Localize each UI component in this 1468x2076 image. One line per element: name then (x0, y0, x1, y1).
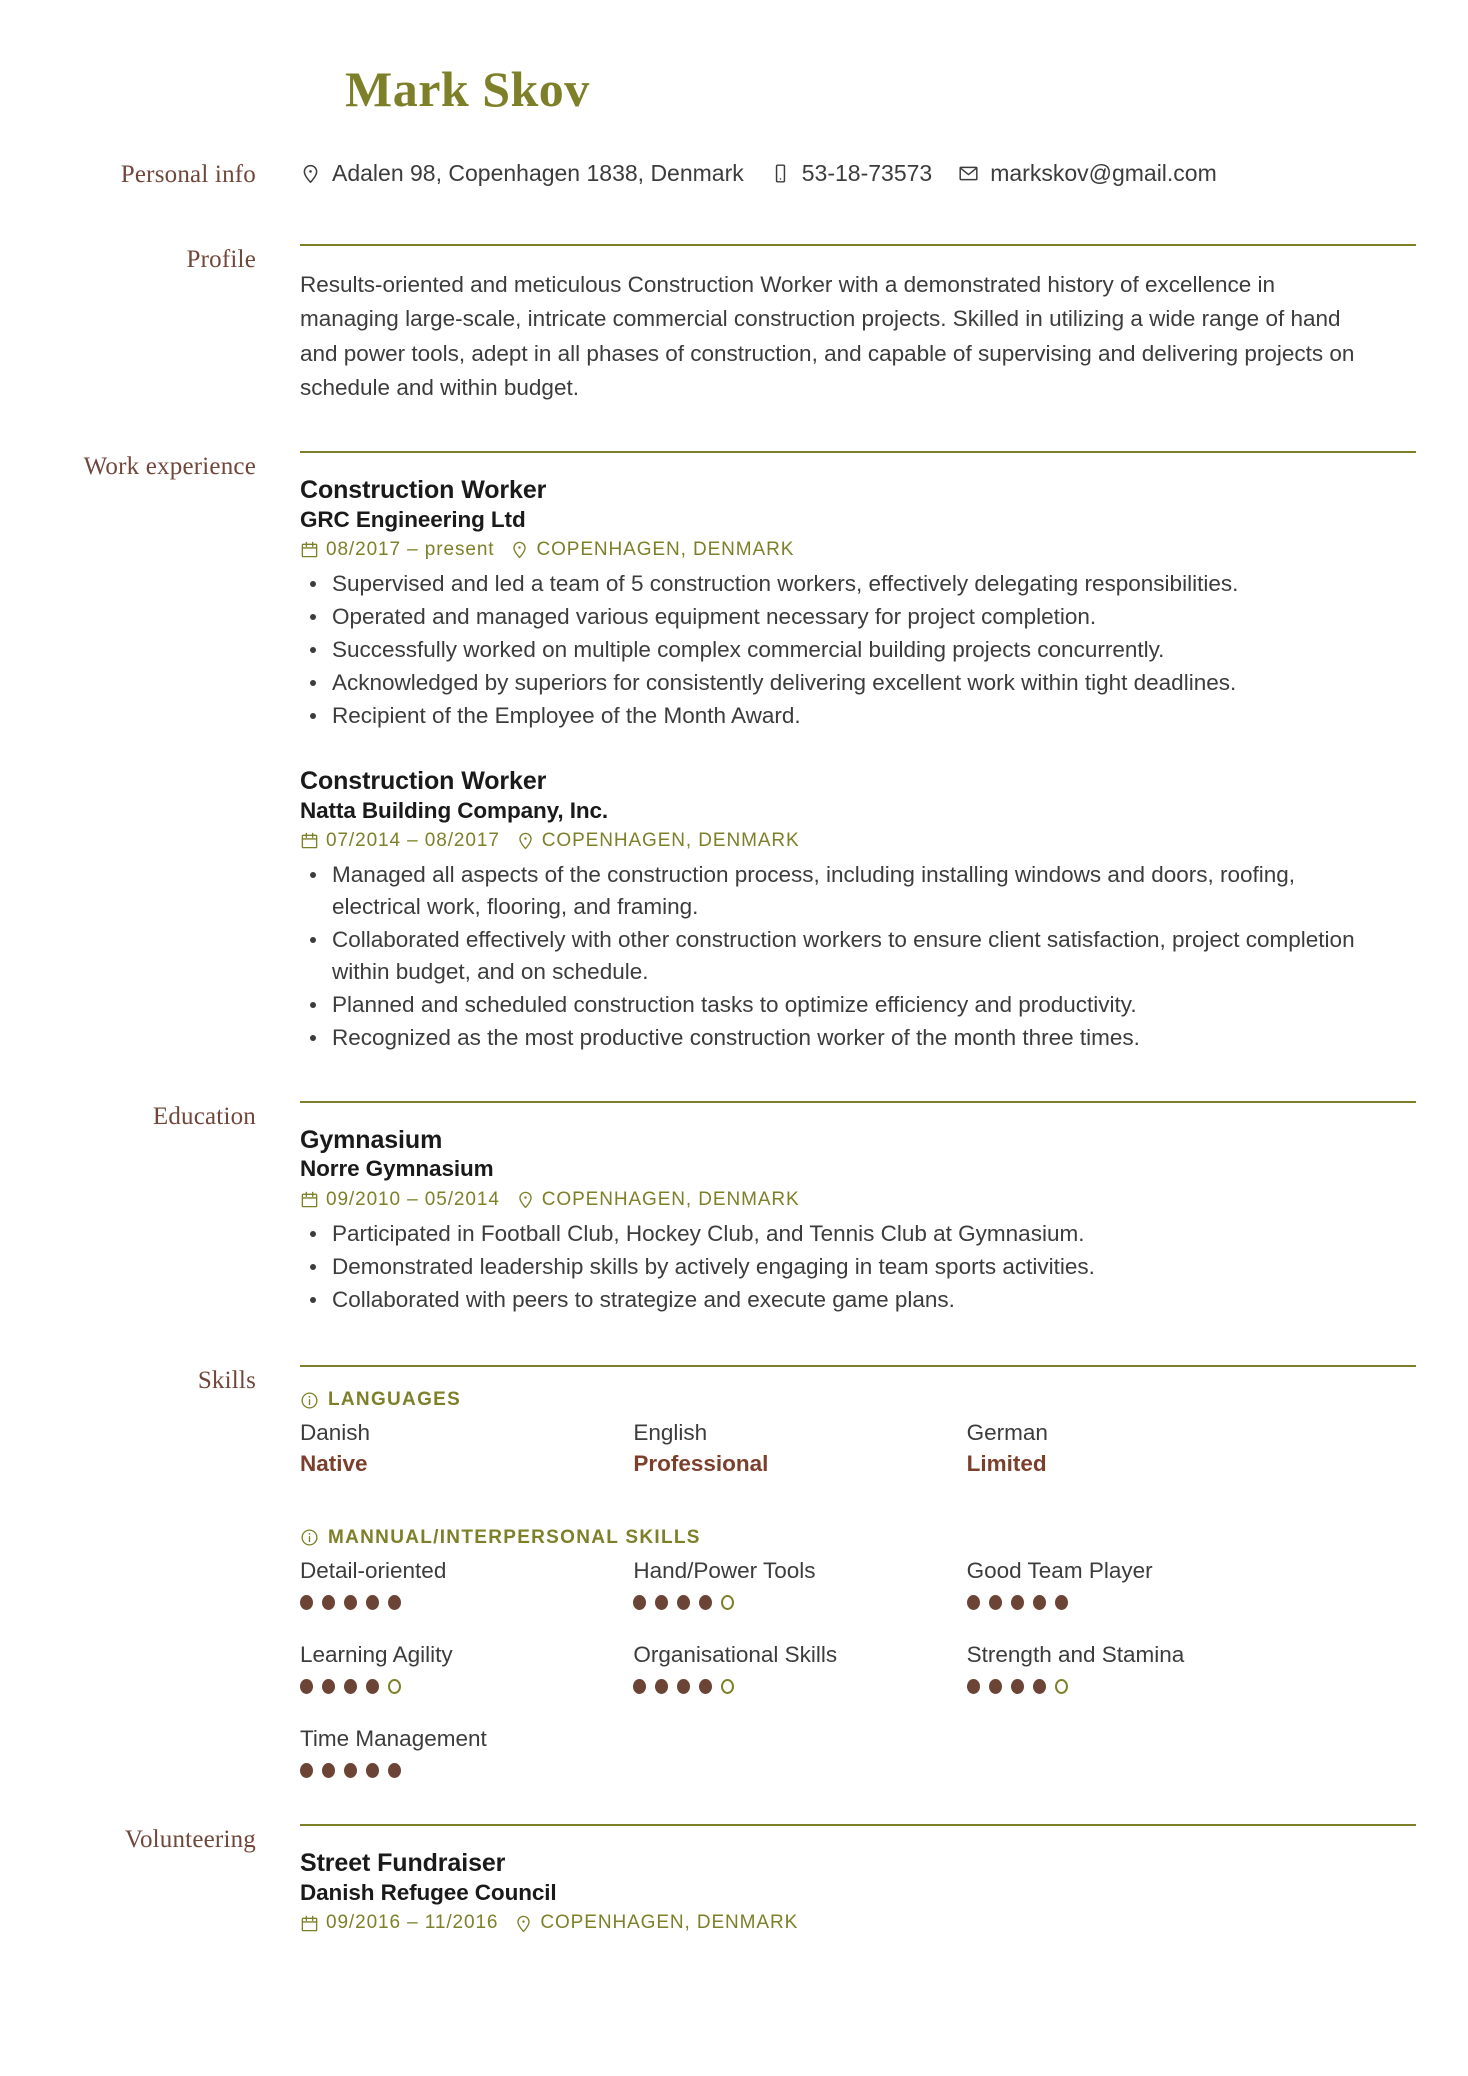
entry-bullet: Supervised and led a team of 5 construction workers, effectively delegating responsibilities. (300, 568, 1377, 600)
entry-bullet: Participated in Football Club, Hockey Club, and Tennis Club at Gymnasium. (300, 1218, 1377, 1250)
rating-dot-filled (322, 1679, 335, 1694)
candidate-name: Mark Skov (345, 61, 590, 117)
contact-item[interactable] (300, 159, 744, 189)
entry-dates: 09/2010 – 05/2014 (326, 1188, 500, 1210)
skill-name: Detail-oriented (300, 1557, 447, 1583)
skill-rating-dots (300, 1595, 633, 1610)
entry-bullet-list (300, 859, 1416, 1054)
skill-name: Learning Agility (300, 1641, 453, 1667)
profile-label: Profile (186, 246, 256, 274)
calendar-icon (300, 540, 319, 559)
rating-dot-filled (388, 1595, 401, 1610)
skill-rating-dots (300, 1763, 633, 1778)
skill-group (300, 1389, 1416, 1479)
entry-organization: Danish Refugee Council (300, 1879, 557, 1905)
rating-dot-filled (366, 1595, 379, 1610)
experience-entry (300, 1848, 1416, 1935)
entry-bullet: Acknowledged by superiors for consistently delivering excellent work within tight deadlines. (300, 667, 1377, 699)
entry-organization: Norre Gymnasium (300, 1156, 494, 1182)
experience-entry (300, 766, 1416, 1054)
entry-bullet: Recipient of the Employee of the Month Award. (300, 700, 1377, 732)
calendar-icon (300, 1914, 319, 1933)
skill-grid (300, 1418, 1300, 1479)
entry-title: Street Fundraiser (300, 1849, 506, 1878)
volunteering-entry-list (300, 1848, 1416, 1935)
location-pin-icon (516, 1190, 535, 1209)
section-divider (300, 451, 1416, 453)
volunteering-section (0, 1824, 1468, 1935)
rating-dot-filled (322, 1595, 335, 1610)
section-divider (300, 244, 1416, 246)
rating-dot-filled (300, 1595, 313, 1610)
skills-label: Skills (197, 1367, 256, 1395)
education-section (0, 1101, 1468, 1317)
rating-dot-empty (721, 1595, 734, 1610)
skill-name: Organisational Skills (633, 1641, 838, 1667)
skills-section (0, 1365, 1468, 1778)
profile-section (0, 244, 1468, 405)
rating-dot-empty (721, 1679, 734, 1694)
rating-dot-filled (633, 1679, 646, 1694)
contact-item[interactable] (958, 159, 1217, 189)
rating-dot-filled (989, 1595, 1002, 1610)
rating-dot-empty (388, 1679, 401, 1694)
rating-dot-filled (677, 1595, 690, 1610)
rating-dot-filled (366, 1679, 379, 1694)
info-circle-icon (300, 1528, 319, 1547)
skill-rating-dots (633, 1679, 966, 1694)
skill-cell (300, 1418, 633, 1479)
entry-meta (300, 538, 1416, 563)
contact-item-text: markskov@gmail.com (990, 160, 1217, 186)
location-pin-icon (300, 163, 321, 184)
location-pin-icon (516, 831, 535, 850)
skill-name: Strength and Stamina (966, 1641, 1185, 1667)
experience-entry (300, 1125, 1416, 1316)
entry-location: COPENHAGEN, DENMARK (540, 1911, 799, 1933)
entry-location-wrap (516, 829, 800, 854)
entry-bullet: Recognized as the most productive construction worker of the month three times. (300, 1022, 1377, 1054)
skills-content (300, 1365, 1468, 1778)
rating-dot-filled (1011, 1679, 1024, 1694)
skill-level: Native (300, 1451, 368, 1477)
entry-location: COPENHAGEN, DENMARK (536, 538, 795, 560)
entry-dates: 09/2016 – 11/2016 (326, 1911, 499, 1933)
skill-level: Limited (966, 1451, 1047, 1477)
rating-dot-filled (366, 1763, 379, 1778)
entry-bullet: Successfully worked on multiple complex commercial building projects concurrently. (300, 634, 1377, 666)
rating-dot-filled (967, 1595, 980, 1610)
skill-group-title-label: MANNUAL/INTERPERSONAL SKILLS (328, 1526, 701, 1548)
skill-rating-dots (967, 1595, 1300, 1610)
skill-cell (633, 1640, 966, 1694)
envelope-icon (958, 163, 979, 184)
entry-bullet: Planned and scheduled construction tasks to optimize efficiency and productivity. (300, 989, 1377, 1021)
rating-dot-filled (1011, 1595, 1024, 1610)
location-pin-icon (514, 1914, 533, 1933)
resume-header (0, 0, 1468, 117)
skill-name: Time Management (300, 1726, 487, 1752)
work-experience-label: Work experience (83, 453, 256, 480)
skill-level: Professional (633, 1451, 769, 1477)
entry-bullet-list (300, 568, 1416, 732)
section-divider (300, 1101, 1416, 1103)
skill-name: English (633, 1420, 708, 1446)
phone-icon (770, 163, 791, 184)
entry-location: COPENHAGEN, DENMARK (541, 1188, 800, 1210)
rating-dot-empty (1055, 1679, 1068, 1694)
skill-cell (300, 1640, 633, 1694)
education-content (300, 1101, 1468, 1317)
skill-group (300, 1527, 1416, 1779)
skill-group-title (300, 1389, 1416, 1411)
profile-content (300, 244, 1468, 405)
rating-dot-filled (677, 1679, 690, 1694)
entry-location-wrap (510, 538, 794, 563)
skill-cell (300, 1724, 633, 1778)
entry-dates: 08/2017 – present (326, 538, 495, 560)
entry-organization: GRC Engineering Ltd (300, 506, 526, 532)
experience-entry (300, 475, 1416, 732)
rating-dot-filled (967, 1679, 980, 1694)
entry-meta (300, 1911, 1416, 1936)
entry-bullet: Operated and managed various equipment necessary for project completion. (300, 601, 1377, 633)
entry-location-wrap (514, 1911, 798, 1936)
skill-group-title (300, 1527, 1416, 1549)
skill-cell (633, 1556, 966, 1610)
entry-bullet: Collaborated effectively with other construction workers to ensure client satisfaction, project completion within budget, and on schedule. (300, 924, 1377, 988)
skill-name: German (966, 1420, 1048, 1446)
contact-item-text: 53-18-73573 (801, 160, 933, 186)
rating-dot-filled (322, 1763, 335, 1778)
entry-meta (300, 1188, 1416, 1213)
skill-rating-dots (300, 1679, 633, 1694)
work-experience-content (300, 451, 1468, 1055)
entry-location: COPENHAGEN, DENMARK (541, 829, 800, 851)
rating-dot-filled (699, 1595, 712, 1610)
rating-dot-filled (1033, 1679, 1046, 1694)
work-experience-section (0, 451, 1468, 1055)
skill-name: Good Team Player (966, 1557, 1153, 1583)
entry-bullet: Collaborated with peers to strategize and execute game plans. (300, 1284, 1377, 1316)
skill-cell (967, 1556, 1300, 1610)
entry-organization: Natta Building Company, Inc. (300, 797, 609, 823)
skill-cell (633, 1418, 966, 1479)
rating-dot-filled (699, 1679, 712, 1694)
skill-name: Hand/Power Tools (633, 1557, 816, 1583)
entry-location-wrap (516, 1188, 800, 1213)
skill-cell (967, 1418, 1300, 1479)
rating-dot-filled (344, 1595, 357, 1610)
skill-cell (300, 1556, 633, 1610)
rating-dot-filled (655, 1679, 668, 1694)
rating-dot-filled (633, 1595, 646, 1610)
entry-title: Construction Worker (300, 476, 547, 504)
personal-info-content (300, 159, 1468, 189)
entry-dates: 07/2014 – 08/2017 (326, 829, 500, 851)
skill-rating-dots (633, 1595, 966, 1610)
contact-item-text: Adalen 98, Copenhagen 1838, Denmark (332, 160, 744, 186)
skill-grid (300, 1556, 1300, 1779)
rating-dot-filled (1055, 1595, 1068, 1610)
location-pin-icon (510, 540, 529, 559)
personal-info-section (0, 159, 1468, 190)
rating-dot-filled (300, 1679, 313, 1694)
rating-dot-filled (344, 1763, 357, 1778)
contact-line (300, 159, 1416, 189)
rating-dot-filled (344, 1679, 357, 1694)
work-entry-list (300, 475, 1416, 1054)
entry-title: Gymnasium (300, 1125, 443, 1154)
entry-bullet: Managed all aspects of the construction process, including installing windows and doors, roofing, electrical work, flooring, and framing. (300, 859, 1377, 923)
personal-info-label: Personal info (120, 161, 256, 188)
education-entry-list (300, 1125, 1416, 1316)
section-divider (300, 1824, 1416, 1826)
skill-group-list (300, 1389, 1416, 1778)
rating-dot-filled (989, 1679, 1002, 1694)
profile-text: Results-oriented and meticulous Construction Worker with a demonstrated history of excellence in managing large-scale, intricate commercial construction projects. Skilled in utilizing a wide range of hand and power tools, adept in all phases of construction, and capable of supervising and delivering projects on schedule and within budget. (300, 272, 1355, 400)
skill-group-title-label: LANGUAGES (328, 1389, 462, 1411)
info-circle-icon (300, 1391, 319, 1410)
skill-cell (967, 1640, 1300, 1694)
skill-name: Danish (300, 1420, 371, 1446)
skill-rating-dots (967, 1679, 1300, 1694)
entry-bullet: Demonstrated leadership skills by actively engaging in team sports activities. (300, 1251, 1377, 1283)
entry-title: Construction Worker (300, 767, 547, 795)
volunteering-label: Volunteering (124, 1826, 256, 1854)
education-label: Education (152, 1102, 256, 1130)
section-divider (300, 1365, 1416, 1367)
entry-meta (300, 829, 1416, 854)
rating-dot-filled (1033, 1595, 1046, 1610)
rating-dot-filled (300, 1763, 313, 1778)
rating-dot-filled (388, 1763, 401, 1778)
entry-bullet-list (300, 1218, 1416, 1316)
rating-dot-filled (655, 1595, 668, 1610)
contact-item[interactable] (770, 159, 932, 189)
calendar-icon (300, 1190, 319, 1209)
volunteering-content (300, 1824, 1468, 1935)
calendar-icon (300, 831, 319, 850)
